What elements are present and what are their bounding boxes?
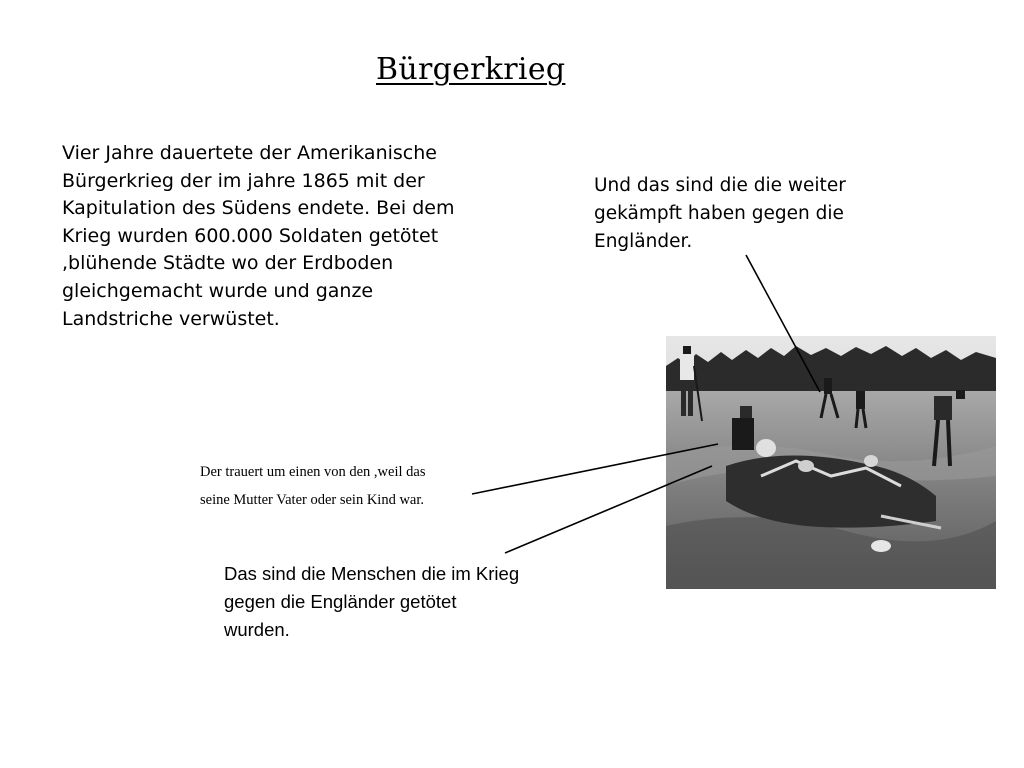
main-paragraph: Vier Jahre dauertete der Amerikanische Bürgerkrieg der im jahre 1865 mit der Kapitulation des Südens endete. Bei dem Krieg wurden 600.000 Soldaten getötet ,blühende Städte wo der Erdboden gleichgemacht wurde und ganze Landstriche verwüstet. — [62, 142, 455, 330]
historical-photo — [666, 336, 996, 589]
annotation-fighters: Und das sind die die weiter gekämpft haben gegen die Engländer. — [594, 175, 846, 252]
annotation-dead: Das sind die Menschen die im Krieg gegen die Engländer getötet wurden. — [224, 563, 520, 640]
annotation-mourner: Der trauert um einen von den ,weil das seine Mutter Vater oder sein Kind war. — [200, 464, 426, 508]
slide-title: Bürgerkrieg — [376, 52, 566, 87]
